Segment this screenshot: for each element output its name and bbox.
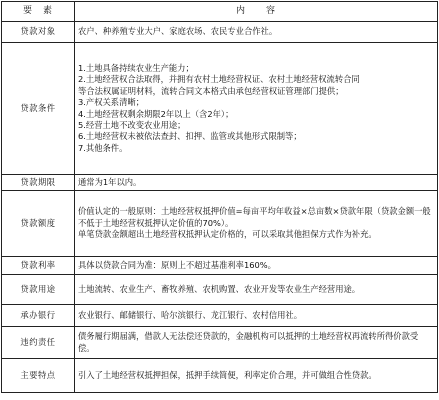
table-row-banks (2, 305, 438, 327)
row-content-features: 引入了土地经营权抵押担保，抵押手续简便，利率定价合理，并可做组合性贷款。 (75, 359, 438, 393)
row-content-loan-rate: 具体以贷款合同为准：原则上不超过基准利率160%。 (75, 257, 438, 275)
header-content: 内 容 (75, 2, 438, 22)
row-label-liability: 违约责任 (2, 327, 75, 359)
table-header-row (2, 2, 438, 22)
row-label-loan-purpose: 贷款用途 (2, 275, 75, 305)
row-label-banks: 承办银行 (2, 305, 75, 327)
row-content-loan-conditions (75, 43, 438, 175)
table-row-loan-rate (2, 257, 438, 275)
table-row-loan-conditions (2, 43, 438, 175)
table-row-features (2, 359, 438, 393)
header-element: 要 素 (2, 2, 75, 22)
condition-line: 1.土地具备持续农业生产能力； (78, 62, 194, 73)
table-row-loan-purpose (2, 275, 438, 305)
row-content-loan-term: 通常为1年以内。 (75, 175, 438, 191)
row-label-loan-conditions: 贷款条件 (2, 43, 75, 175)
row-label-loan-amount: 贷款额度 (2, 191, 75, 257)
table-row-loan-term (2, 175, 438, 191)
row-content-banks: 农业银行、邮储银行、哈尔滨银行、龙江银行、农村信用社。 (75, 305, 438, 327)
row-content-loan-target: 农户、种养殖专业大户、家庭农场、农民专业合作社。 (75, 22, 438, 43)
row-label-loan-target: 贷款对象 (2, 22, 75, 43)
condition-line: 3.产权关系清晰； (78, 97, 144, 108)
row-label-loan-rate: 贷款利率 (2, 257, 75, 275)
condition-line: 等合法权属证明材料，流转合同文本格式由承包经营权证管理部门提供； (78, 85, 344, 96)
row-label-loan-term: 贷款期限 (2, 175, 75, 191)
condition-line: 5.经营土地不改变农业用途； (78, 119, 186, 130)
row-content-loan-amount (75, 191, 438, 257)
row-content-loan-purpose: 土地流转、农业生产、畜牧养殖、农机购置、农业开发等农业生产经营用途。 (75, 275, 438, 305)
table-row-loan-target (2, 22, 438, 43)
condition-line: 2.土地经营权合法取得，并拥有农村土地经营权证、农村土地经营权流转合同 (78, 74, 360, 85)
loan-info-table (1, 1, 438, 393)
condition-line: 7.其他条件。 (78, 142, 128, 153)
amount-paragraph: 单笔贷款金额超出土地经营权抵押认定价格的，可以采取其他担保方式作为补充。 (78, 229, 377, 240)
row-content-liability: 债务履行期届满，借款人无法偿还贷款的，金融机构可以抵押的土地经营权再流转所得价款受偿。 (75, 327, 438, 359)
condition-line: 6.土地经营权未被依法查封、扣押、监管或其他形式限制等； (78, 131, 302, 142)
table-row-liability (2, 327, 438, 359)
condition-line: 4.土地经营权剩余期限2年以上（含2年）； (78, 108, 234, 119)
amount-paragraph: 价值认定的一般原则：土地经营权抵押价值=每亩平均年收益×总亩数×贷款年限（贷款金额一般不低于土地经营权抵押认定价值的70%）。 (78, 206, 431, 228)
row-label-features: 主要特点 (2, 359, 75, 393)
table-row-loan-amount (2, 191, 438, 257)
